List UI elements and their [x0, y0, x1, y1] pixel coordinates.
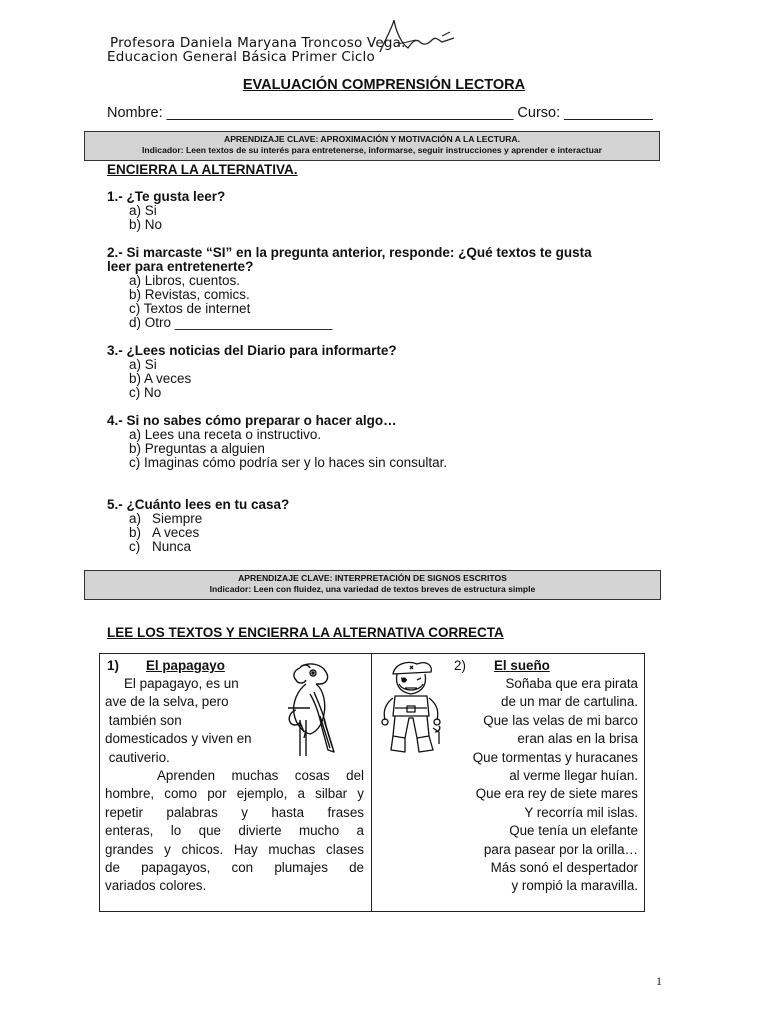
text1-jline: enteras, lo que divierte mucho a	[105, 823, 364, 839]
option-a[interactable]	[107, 512, 289, 526]
poem-line: Que era rey de siete mares	[475, 786, 638, 802]
poem-line: y rompió la maravilla.	[511, 878, 638, 894]
parrot-illustration	[280, 660, 344, 758]
signature-image	[372, 18, 462, 62]
question-3	[107, 344, 397, 400]
option-b[interactable]	[107, 526, 289, 540]
option-c[interactable]	[107, 540, 289, 554]
question-2	[107, 246, 592, 330]
text1-intro	[105, 675, 275, 767]
option-a[interactable]: a) Libros, cuentos.	[129, 273, 241, 288]
course-name: Educacion General Básica Primer Ciclo	[107, 49, 375, 65]
text-el-sueno	[372, 654, 644, 911]
option-text: Siempre	[152, 511, 203, 526]
option-d[interactable]: d) Otro _____________________	[129, 315, 333, 330]
text1-line: El papagayo, es un	[124, 676, 239, 691]
option-b[interactable]: b) No	[129, 217, 163, 232]
question-1	[107, 190, 225, 232]
text2-poem	[473, 675, 638, 896]
question-text: 2.- Si marcaste “SI” en la pregunta anterior, responde: ¿Qué textos te gusta	[107, 245, 592, 260]
reading-texts-table	[99, 653, 645, 912]
option-letter: a)	[129, 511, 142, 526]
poem-line: Que tenía un elefante	[509, 823, 638, 839]
box2-line2: Indicador: Leen con fluidez, una variedad de textos breves de estructura simple	[209, 584, 536, 594]
option-a[interactable]: a) Si	[129, 203, 157, 218]
option-b[interactable]: b) A veces	[129, 371, 192, 386]
text1-jline: Aprenden muchas cosas del	[157, 768, 364, 783]
option-letter: c)	[129, 539, 141, 554]
text1-number: 1)	[107, 658, 119, 673]
poem-line: al verme llegar huían.	[509, 768, 638, 784]
option-text: Nunca	[152, 539, 192, 554]
question-text-cont: leer para entretenerte?	[107, 259, 254, 274]
question-text: 1.- ¿Te gusta leer?	[107, 189, 226, 204]
option-b[interactable]: b) Revistas, comics.	[129, 287, 250, 302]
text1-title: El papagayo	[146, 658, 225, 673]
learning-key-box-1	[84, 131, 660, 161]
poem-line: Que tormentas y huracanes	[472, 749, 638, 765]
poem-line: para pasear por la orilla…	[483, 841, 638, 857]
page-number: 1	[656, 974, 662, 988]
text1-jline: repetir palabras y hasta frases	[105, 804, 364, 820]
poem-line: Más sonó el despertador	[490, 860, 638, 876]
text1-jline: variados colores.	[105, 878, 207, 894]
poem-line: Que las velas de mi barco	[483, 712, 638, 728]
text1-jline: hombre, como por ejemplo, a silbar y	[105, 786, 364, 802]
poem-line: Y recorría mil islas.	[524, 804, 638, 820]
text1-line: domesticados y viven en	[105, 731, 252, 747]
text1-line: ave de la selva, pero	[105, 694, 229, 710]
question-text: 4.- Si no sabes cómo preparar o hacer algo…	[107, 413, 397, 428]
text1-line: cautiverio.	[105, 749, 170, 765]
poem-line: de un mar de cartulina.	[501, 694, 638, 710]
section-heading-2: LEE LOS TEXTOS Y ENCIERRA LA ALTERNATIVA CORRECTA	[107, 625, 504, 640]
pirate-illustration	[377, 658, 445, 756]
text1-jline: grandes y chicos. Hay muchas clases	[105, 841, 364, 857]
option-c[interactable]: c) Textos de internet	[129, 301, 251, 316]
question-text: 3.- ¿Lees noticias del Diario para informarte?	[107, 343, 397, 358]
option-a[interactable]: a) Si	[129, 357, 157, 372]
box2-line1: APRENDIZAJE CLAVE: INTERPRETACIÓN DE SIGNOS ESCRITOS	[238, 573, 507, 583]
option-c[interactable]: c) No	[129, 385, 162, 400]
name-course-line: Nombre: ___________________________________________ Curso: ___________	[107, 105, 653, 121]
question-5	[107, 498, 289, 554]
text2-title: El sueño	[494, 658, 550, 673]
option-a[interactable]: a) Lees una receta o instructivo.	[129, 427, 322, 442]
option-text: A veces	[152, 525, 200, 540]
text1-line: también son	[105, 712, 182, 728]
teacher-name: Profesora Daniela Maryana Troncoso Vega.	[110, 35, 406, 51]
option-letter: b)	[129, 525, 142, 540]
text1-jline: de papagayos, con plumajes de	[105, 860, 364, 876]
learning-key-box-2	[84, 570, 661, 600]
question-4	[107, 414, 447, 470]
poem-line: Soñaba que era pirata	[505, 676, 638, 691]
text-papagayo	[100, 654, 372, 911]
box1-line2: Indicador: Leen textos de su interés para entretenerse, informarse, seguir instrucciones y aprender e interactuar	[142, 145, 602, 155]
text1-body	[105, 767, 364, 896]
text2-number: 2)	[454, 658, 466, 673]
option-b[interactable]: b) Preguntas a alguien	[129, 441, 265, 456]
section-heading-1: ENCIERRA LA ALTERNATIVA.	[107, 162, 298, 177]
page-title: EVALUACIÓN COMPRENSIÓN LECTORA	[242, 77, 526, 93]
box1-line1: APRENDIZAJE CLAVE: APROXIMACIÓN Y MOTIVACIÓN A LA LECTURA.	[223, 134, 521, 144]
option-c[interactable]: c) Imaginas cómo podría ser y lo haces sin consultar.	[129, 455, 448, 470]
question-text: 5.- ¿Cuánto lees en tu casa?	[107, 497, 290, 512]
poem-line: eran alas en la brisa	[517, 731, 638, 747]
